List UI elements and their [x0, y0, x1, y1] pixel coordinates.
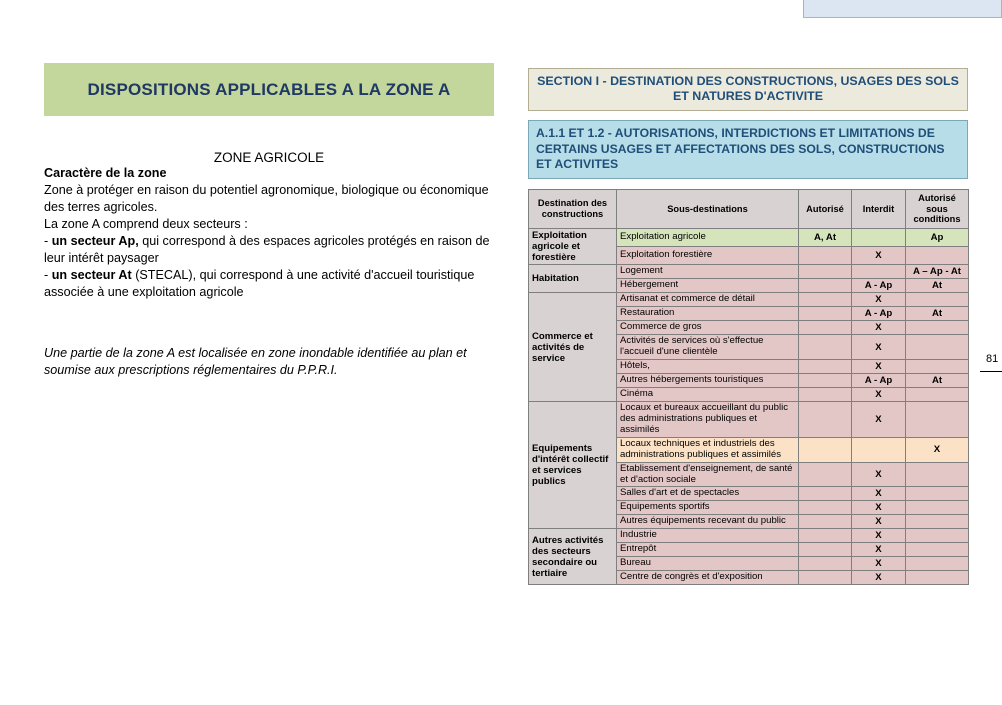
cell-autorise — [799, 557, 852, 571]
table-row — [529, 529, 969, 543]
cell-autorise — [799, 501, 852, 515]
table-row — [529, 402, 969, 438]
cell-interdit: X — [852, 321, 906, 335]
cell-autorise-sous-conditions — [906, 515, 969, 529]
cell-autorise — [799, 307, 852, 321]
page-number: 81 — [986, 353, 999, 365]
zone-title-banner — [44, 63, 494, 116]
cell-interdit: X — [852, 360, 906, 374]
cell-autorise — [799, 321, 852, 335]
table-row — [529, 293, 969, 307]
cell-interdit: X — [852, 402, 906, 438]
col-header-autorise: Autorisé — [799, 190, 852, 229]
cell-interdit: A - Ap — [852, 374, 906, 388]
cell-sous-destination: Logement — [617, 265, 799, 279]
right-column — [528, 68, 968, 585]
cell-sous-destination: Activités de services où s'effectue l'accueil d'une clientèle — [617, 335, 799, 360]
bullet-ap-bold: un secteur Ap, — [51, 234, 139, 248]
cell-autorise-sous-conditions — [906, 247, 969, 265]
cell-destination-category: Exploitation agricole et forestière — [529, 229, 617, 265]
table-row — [529, 229, 969, 247]
bullet-ap-rest: qui correspond à des espaces agricoles protégés en raison de leur intérêt paysager — [44, 234, 490, 265]
cell-sous-destination: Cinéma — [617, 388, 799, 402]
cell-interdit: X — [852, 293, 906, 307]
col-header-interdit: Interdit — [852, 190, 906, 229]
cell-interdit: X — [852, 487, 906, 501]
bullet-at-bold: un secteur At — [51, 268, 132, 282]
heading-caractere-zone — [44, 165, 494, 182]
cell-autorise — [799, 265, 852, 279]
cell-interdit — [852, 229, 906, 247]
cell-autorise — [799, 247, 852, 265]
cell-autorise: A, At — [799, 229, 852, 247]
cell-sous-destination: Restauration — [617, 307, 799, 321]
cell-autorise-sous-conditions: X — [906, 437, 969, 462]
cell-interdit — [852, 437, 906, 462]
cell-autorise-sous-conditions — [906, 571, 969, 585]
cell-sous-destination: Exploitation forestière — [617, 247, 799, 265]
destinations-table — [528, 189, 969, 585]
cell-interdit: X — [852, 388, 906, 402]
cell-destination-category: Equipements d'intérêt collectif et services publics — [529, 402, 617, 529]
cell-interdit: X — [852, 515, 906, 529]
cell-autorise-sous-conditions — [906, 462, 969, 487]
cell-interdit — [852, 265, 906, 279]
cell-autorise — [799, 360, 852, 374]
cell-autorise — [799, 487, 852, 501]
bullet-at-prefix: - — [44, 268, 52, 282]
cell-sous-destination: Equipements sportifs — [617, 501, 799, 515]
cell-sous-destination: Locaux techniques et industriels des administrations publiques et assimilés — [617, 437, 799, 462]
cell-autorise — [799, 571, 852, 585]
cell-autorise — [799, 374, 852, 388]
col-header-destination: Destination des constructions — [529, 190, 617, 229]
cell-autorise — [799, 335, 852, 360]
cell-interdit: X — [852, 335, 906, 360]
cell-interdit: X — [852, 529, 906, 543]
paragraph-zone-description: Zone à protéger en raison du potentiel agronomique, biologique ou économique des terres agricoles. — [44, 183, 489, 214]
cell-interdit: A - Ap — [852, 307, 906, 321]
bullet-ap-prefix: - — [44, 234, 52, 248]
subsection-heading: A.1.1 ET 1.2 - AUTORISATIONS, INTERDICTIONS ET LIMITATIONS DE CERTAINS USAGES ET AFFECTATIONS DES SOLS, CONSTRUCTIONS ET ACTIVITES — [528, 120, 968, 179]
page-title: DISPOSITIONS APPLICABLES A LA ZONE A — [87, 79, 451, 99]
cell-interdit: X — [852, 571, 906, 585]
cell-autorise-sous-conditions — [906, 557, 969, 571]
cell-sous-destination: Centre de congrès et d'exposition — [617, 571, 799, 585]
cell-autorise-sous-conditions — [906, 293, 969, 307]
paragraph-secteurs-intro: La zone A comprend deux secteurs : — [44, 217, 248, 231]
cell-interdit: X — [852, 247, 906, 265]
cell-autorise-sous-conditions — [906, 335, 969, 360]
cell-autorise-sous-conditions — [906, 543, 969, 557]
paragraph-ppri-note: Une partie de la zone A est localisée en zone inondable identifiée au plan et soumise aux prescriptions réglementaires du P.P.R.I. — [44, 346, 467, 377]
cell-autorise-sous-conditions — [906, 388, 969, 402]
cell-autorise-sous-conditions — [906, 321, 969, 335]
cell-autorise — [799, 293, 852, 307]
cell-autorise-sous-conditions: At — [906, 279, 969, 293]
cell-interdit: X — [852, 557, 906, 571]
cell-sous-destination: Exploitation agricole — [617, 229, 799, 247]
cell-destination-category: Autres activités des secteurs secondaire ou tertiaire — [529, 529, 617, 585]
top-right-panel — [803, 0, 1002, 18]
left-column — [44, 63, 494, 379]
cell-autorise — [799, 279, 852, 293]
cell-autorise — [799, 529, 852, 543]
cell-sous-destination: Locaux et bureaux accueillant du public des administrations publiques et assimilés — [617, 402, 799, 438]
table-header-row — [529, 190, 969, 229]
table-row — [529, 265, 969, 279]
heading-caractere-label: Caractère de la zone — [44, 166, 167, 180]
cell-interdit: X — [852, 501, 906, 515]
cell-sous-destination: Hôtels, — [617, 360, 799, 374]
cell-interdit: A - Ap — [852, 279, 906, 293]
cell-autorise-sous-conditions: Ap — [906, 229, 969, 247]
bullet-at-rest: (STECAL), qui correspond à une activité d'accueil touristique associée à une exploitation agricole — [44, 268, 475, 299]
bullet-secteur-at — [44, 267, 494, 301]
cell-autorise-sous-conditions: At — [906, 307, 969, 321]
cell-interdit: X — [852, 462, 906, 487]
bullet-secteur-ap — [44, 233, 494, 267]
cell-sous-destination: Bureau — [617, 557, 799, 571]
cell-autorise-sous-conditions — [906, 529, 969, 543]
cell-sous-destination: Hébergement — [617, 279, 799, 293]
cell-autorise — [799, 515, 852, 529]
cell-autorise-sous-conditions — [906, 501, 969, 515]
cell-sous-destination: Etablissement d'enseignement, de santé et d'action sociale — [617, 462, 799, 487]
cell-sous-destination: Artisanat et commerce de détail — [617, 293, 799, 307]
zone-subtitle: ZONE AGRICOLE — [213, 150, 325, 165]
cell-sous-destination: Entrepôt — [617, 543, 799, 557]
cell-destination-category: Commerce et activités de service — [529, 293, 617, 402]
col-header-sous-destinations: Sous-destinations — [617, 190, 799, 229]
cell-sous-destination: Salles d'art et de spectacles — [617, 487, 799, 501]
cell-interdit: X — [852, 543, 906, 557]
cell-autorise-sous-conditions — [906, 360, 969, 374]
cell-sous-destination: Commerce de gros — [617, 321, 799, 335]
cell-sous-destination: Industrie — [617, 529, 799, 543]
cell-autorise-sous-conditions — [906, 487, 969, 501]
cell-autorise — [799, 462, 852, 487]
page-number-rule — [980, 371, 1002, 372]
cell-destination-category: Habitation — [529, 265, 617, 293]
cell-autorise — [799, 388, 852, 402]
cell-autorise — [799, 437, 852, 462]
cell-autorise-sous-conditions: At — [906, 374, 969, 388]
cell-sous-destination: Autres équipements recevant du public — [617, 515, 799, 529]
cell-autorise — [799, 543, 852, 557]
cell-autorise-sous-conditions — [906, 402, 969, 438]
cell-sous-destination: Autres hébergements touristiques — [617, 374, 799, 388]
cell-autorise — [799, 402, 852, 438]
section-heading: SECTION I - DESTINATION DES CONSTRUCTIONS, USAGES DES SOLS ET NATURES D'ACTIVITE — [528, 68, 968, 111]
cell-autorise-sous-conditions: A – Ap - At — [906, 265, 969, 279]
col-header-autorise-conditions: Autorisé sous conditions — [906, 190, 969, 229]
